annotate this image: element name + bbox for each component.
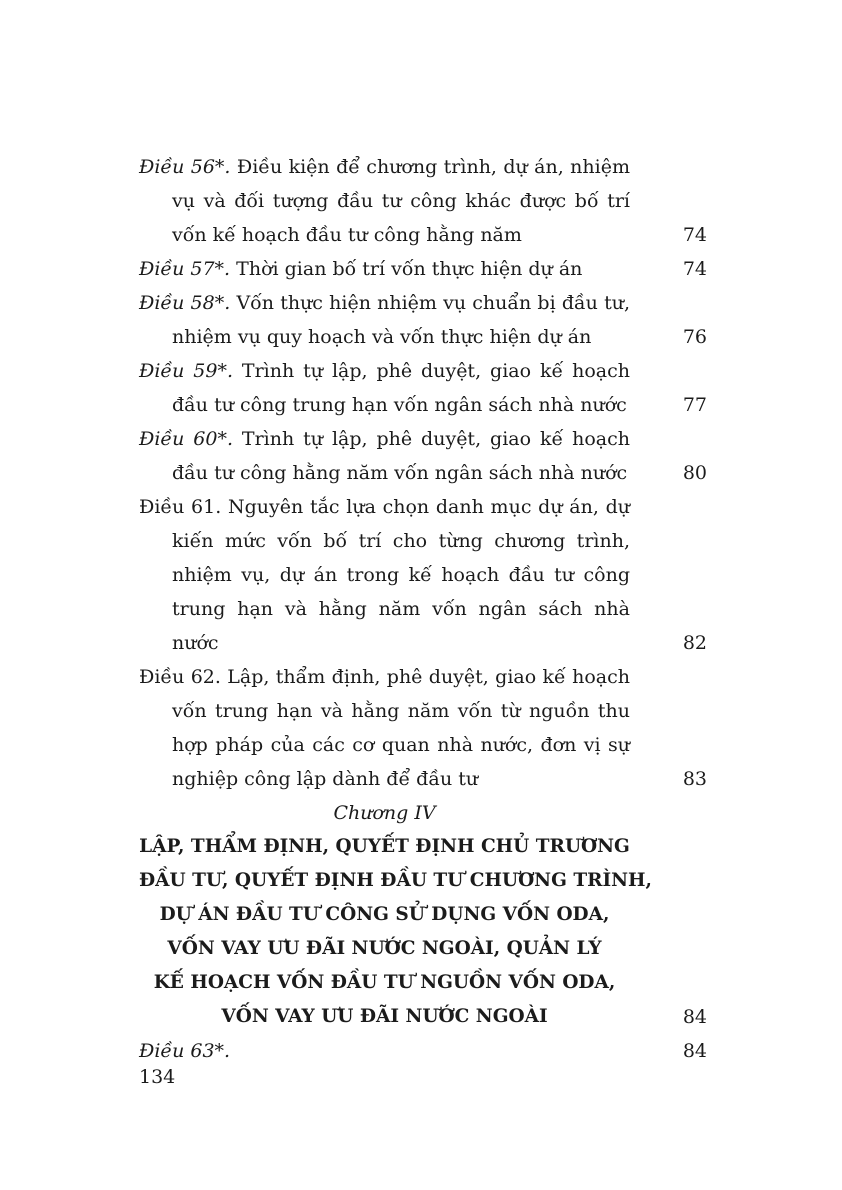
folio-page-number: 134 [139,1066,176,1088]
entry-label: Điều 59*. [139,360,233,382]
entry-text [139,150,630,252]
entry-title: Điều kiện để chương trình, dự án, nhiệm vụ và đối tượng đầu tư công khác được bố trí vốn kế hoạch đầu tư công hằng năm [172,156,630,246]
chapter-block [139,796,707,1034]
entry-text [139,660,630,796]
entry-page-number: 83 [682,768,707,790]
toc-entry [139,252,707,286]
entry-title: Lập, thẩm định, phê duyệt, giao kế hoạch vốn trung hạn và hằng năm vốn từ nguồn thu hợp pháp của các cơ quan nhà nước, đơn vị sự nghiệp công lập dành để đầu tư [172,666,630,790]
entry-title: Trình tự lập, phê duyệt, giao kế hoạch đầu tư công hằng năm vốn ngân sách nhà nước [172,428,630,484]
entry-page-number: 74 [682,258,707,280]
entry-title: Nguyên tắc lựa chọn danh mục dự án, dự kiến mức vốn bố trí cho từng chương trình, nhiệm vụ, dự án trong kế hoạch đầu tư công trung hạn và hằng năm vốn ngân sách nhà nước [172,496,630,654]
entry-text [139,252,630,286]
entry-label: Điều 61. [139,496,222,518]
toc-entry [139,660,707,796]
toc-entry [139,490,707,660]
entry-label: Điều 56*. [139,156,231,178]
entry-label: Điều 62. [139,666,221,688]
chapter-title-line: KẾ HOẠCH VỐN ĐẦU TƯ NGUỒN VỐN ODA, [153,972,616,993]
toc-entry [139,150,707,252]
chapter-title-line: VỐN VAY ƯU ĐÃI NƯỚC NGOÀI, QUẢN LÝ [167,938,602,959]
entry-page-number: 77 [682,394,707,416]
entry-text [139,354,630,422]
entry-text [139,1034,630,1068]
toc-content [139,150,707,1068]
entry-page-number: 82 [682,632,707,654]
entry-label: Điều 57*. [139,258,231,280]
toc-entry [139,354,707,422]
entry-label: Điều 63*. [139,1040,231,1062]
entry-title: Trình tự lập, phê duyệt, giao kế hoạch đầu tư công trung hạn vốn ngân sách nhà nước [172,360,630,416]
toc-entry [139,422,707,490]
toc-entry [139,286,707,354]
entry-label: Điều 60*. [139,428,233,450]
entry-text [139,422,630,490]
chapter-label: Chương IV [333,802,436,824]
entry-page-number: 76 [682,326,707,348]
entry-text [139,286,630,354]
entry-title: Thời gian bố trí vốn thực hiện dự án [236,258,583,280]
chapter-title-line: DỰ ÁN ĐẦU TƯ CÔNG SỬ DỤNG VỐN ODA, [159,904,610,925]
entry-title: Vốn thực hiện nhiệm vụ chuẩn bị đầu tư, nhiệm vụ quy hoạch và vốn thực hiện dự án [172,292,630,348]
toc-entry [139,1034,707,1068]
chapter-title-line: VỐN VAY ƯU ĐÃI NƯỚC NGOÀI [221,1006,548,1027]
entry-label: Điều 58*. [139,292,231,314]
chapter-title [139,830,652,1034]
entry-page-number: 74 [682,224,707,246]
chapter-title-line: LẬP, THẨM ĐỊNH, QUYẾT ĐỊNH CHỦ TRƯƠNG [139,836,630,857]
entry-text [139,490,630,660]
chapter-title-line: ĐẦU TƯ, QUYẾT ĐỊNH ĐẦU TƯ CHƯƠNG TRÌNH, [139,870,652,891]
entry-page-number: 80 [682,462,707,484]
entry-page-number: 84 [682,1040,707,1062]
chapter-page-number: 84 [682,1006,707,1028]
